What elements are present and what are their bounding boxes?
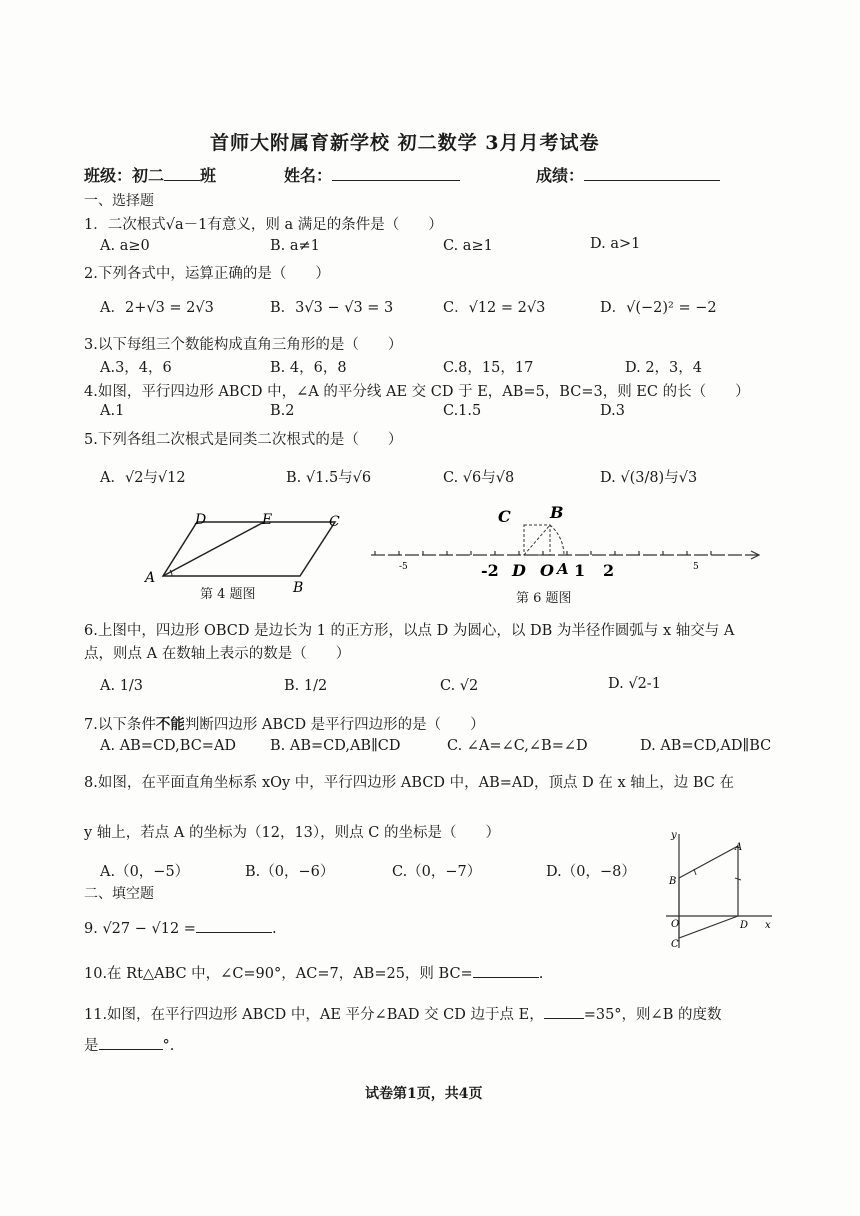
fig8-label-y: y — [671, 830, 677, 841]
class-suffix: 班 — [200, 166, 217, 185]
q7-option-d: D. AB=CD,AD∥BC — [640, 738, 772, 754]
q2-option-b: B．3√3 − √3 = 3 — [270, 300, 394, 316]
fig8-label-d: D — [740, 920, 749, 931]
figure-q6-caption: 第 6 题图 — [516, 591, 572, 606]
fig4-label-c: C — [329, 514, 340, 530]
fig8-label-b: B — [669, 876, 677, 887]
class-field — [84, 163, 216, 186]
q10 — [84, 962, 543, 983]
figure-q4-caption: 第 4 题图 — [200, 587, 256, 602]
q5-option-b: B. √1.5与√6 — [286, 470, 372, 486]
q3-option-c: C.8，15，17 — [443, 360, 534, 376]
q9-answer-blank — [196, 918, 272, 933]
section-fill: 二、填空题 — [84, 886, 154, 902]
page-title: 首师大附属育新学校 初二数学 3月月考试卷 — [210, 132, 600, 154]
q6-option-b: B. 1/2 — [284, 678, 328, 694]
figure-q6 — [365, 498, 765, 588]
q11-stem-part1: 11.如图，在平行四边形 ABCD 中，AE 平分∠BAD 交 CD 边于点 E， — [84, 1007, 544, 1023]
q2-option-d: D．√(−2)² = −2 — [600, 300, 717, 316]
name-label: 姓名： — [284, 166, 333, 185]
q7-stem-part1: 7.以下条件 — [84, 717, 156, 733]
class-label: 班级：初二 — [84, 166, 165, 185]
tick-label-neg2: -2 — [481, 561, 499, 580]
q3-stem: 3.以下每组三个数能构成直角三角形的是（ ） — [84, 337, 403, 353]
section-choice: 一、选择题 — [84, 193, 154, 209]
q8-stem-line1: 8.如图，在平面直角坐标系 xOy 中，平行四边形 ABCD 中，AB=AD，顶点 D 在 x 轴上，边 BC 在 — [84, 775, 734, 791]
q10-stem: 10.在 Rt△ABC 中，∠C=90°，AC=7，AB=25，则 BC= — [84, 966, 473, 982]
tick-label-2: 2 — [603, 561, 615, 580]
q5-stem: 5.下列各组二次根式是同类二次根式的是（ ） — [84, 432, 403, 448]
q7-stem-emphasis: 不能 — [155, 716, 185, 733]
q11-end: °. — [162, 1038, 175, 1054]
q9-end: . — [271, 921, 277, 937]
q6-stem-line1: 6.上图中，四边形 OBCD 是边长为 1 的正方形，以点 D 为圆心，以 DB 为半径作圆弧与 x 轴交与 A — [84, 623, 735, 639]
q11-line1 — [84, 1003, 721, 1024]
q2-stem: 2.下列各式中，运算正确的是（ ） — [84, 266, 330, 282]
q9-stem: 9. √27 − √12 = — [84, 921, 196, 937]
fig6-label-b: B — [550, 503, 564, 522]
q6-option-c: C. √2 — [440, 678, 479, 694]
q8-stem-line2: y 轴上，若点 A 的坐标为（12，13），则点 C 的坐标是（ ） — [84, 825, 500, 841]
q10-answer-blank — [473, 963, 539, 978]
q3-option-a: A.3，4，6 — [100, 360, 172, 376]
segment-ae — [163, 522, 264, 576]
page-footer: 试卷第1页，共4页 — [365, 1086, 483, 1102]
fig4-label-a: A — [145, 570, 156, 586]
score-blank — [584, 166, 720, 181]
tick-label-1: 1 — [574, 561, 586, 580]
q4-option-a: A.1 — [100, 403, 125, 419]
q8-option-a: A.（0，−5） — [100, 864, 190, 880]
fig8-label-x: x — [765, 920, 771, 931]
q5-option-c: C. √6与√8 — [443, 470, 515, 486]
figure-q8 — [660, 826, 778, 954]
q6-option-a: A. 1/3 — [100, 678, 144, 694]
q4-option-d: D.3 — [600, 403, 625, 419]
class-blank — [164, 166, 200, 181]
fig6-label-c: C — [498, 507, 511, 526]
q5-option-a: A．√2与√12 — [100, 470, 186, 486]
q7-option-b: B. AB=CD,AB∥CD — [270, 738, 401, 754]
q2-option-a: A．2+√3 = 2√3 — [100, 300, 214, 316]
name-field — [284, 163, 460, 186]
score-label: 成绩： — [536, 166, 585, 185]
q7-stem — [84, 713, 485, 734]
q4-option-c: C.1.5 — [443, 403, 482, 419]
fig8-label-c: C — [671, 939, 679, 950]
fig6-label-a: A — [557, 560, 569, 578]
q11-stem-line2: 是 — [84, 1038, 99, 1054]
segment-db — [524, 525, 550, 555]
q4-stem: 4.如图，平行四边形 ABCD 中，∠A 的平分线 AE 交 CD 于 E，AB=5，BC=3，则 EC 的长（ ） — [84, 384, 750, 400]
q6-option-d: D. √2-1 — [608, 676, 661, 692]
q2-option-c: C．√12 = 2√3 — [443, 300, 546, 316]
q1-option-c: C. a≥1 — [443, 238, 493, 254]
fig4-label-b: B — [293, 580, 304, 596]
q3-option-b: B. 4，6，8 — [270, 360, 347, 376]
score-field — [536, 163, 720, 186]
q5-option-d: D. √(3/8)与√3 — [600, 470, 698, 486]
q6-stem-line2: 点，则点 A 在数轴上表示的数是（ ） — [84, 646, 351, 662]
fig4-label-e: E — [262, 512, 273, 528]
q8-option-c: C.（0，−7） — [392, 864, 482, 880]
q11-answer-blank — [99, 1035, 163, 1050]
q8-option-b: B.（0，−6） — [245, 864, 335, 880]
tick-label-neg5: -5 — [399, 562, 408, 572]
fig6-label-o: O — [540, 561, 554, 580]
q4-option-b: B.2 — [270, 403, 295, 419]
q8-option-d: D.（0，−8） — [546, 864, 636, 880]
q11-stem-part2: =35°，则∠B 的度数 — [583, 1007, 722, 1023]
q1-stem: 1．二次根式√a－1有意义，则 a 满足的条件是（ ） — [84, 217, 443, 233]
q3-option-d: D. 2，3，4 — [625, 360, 703, 376]
fig4-label-d: D — [195, 512, 207, 528]
q10-end: . — [538, 966, 544, 982]
fig8-label-a: A — [735, 842, 743, 853]
tick-label-5: 5 — [693, 562, 699, 572]
q1-option-d: D. a>1 — [590, 236, 641, 252]
arc-ba — [550, 525, 564, 555]
q7-option-a: A. AB=CD,BC=AD — [100, 738, 237, 754]
name-blank — [332, 166, 460, 181]
q1-option-b: B. a≠1 — [270, 238, 320, 254]
q9 — [84, 918, 277, 937]
parallelogram-abcd-q8 — [679, 846, 738, 938]
q1-option-a: A. a≥0 — [100, 238, 150, 254]
fig6-label-d: D — [512, 561, 526, 580]
q7-stem-part2: 判断四边形 ABCD 是平行四边形的是（ ） — [184, 717, 485, 733]
q11-line2 — [84, 1034, 174, 1055]
fig8-label-o: O — [671, 919, 680, 930]
q7-option-c: C. ∠A=∠C,∠B=∠D — [447, 738, 588, 754]
q11-angle-blank — [544, 1004, 584, 1019]
